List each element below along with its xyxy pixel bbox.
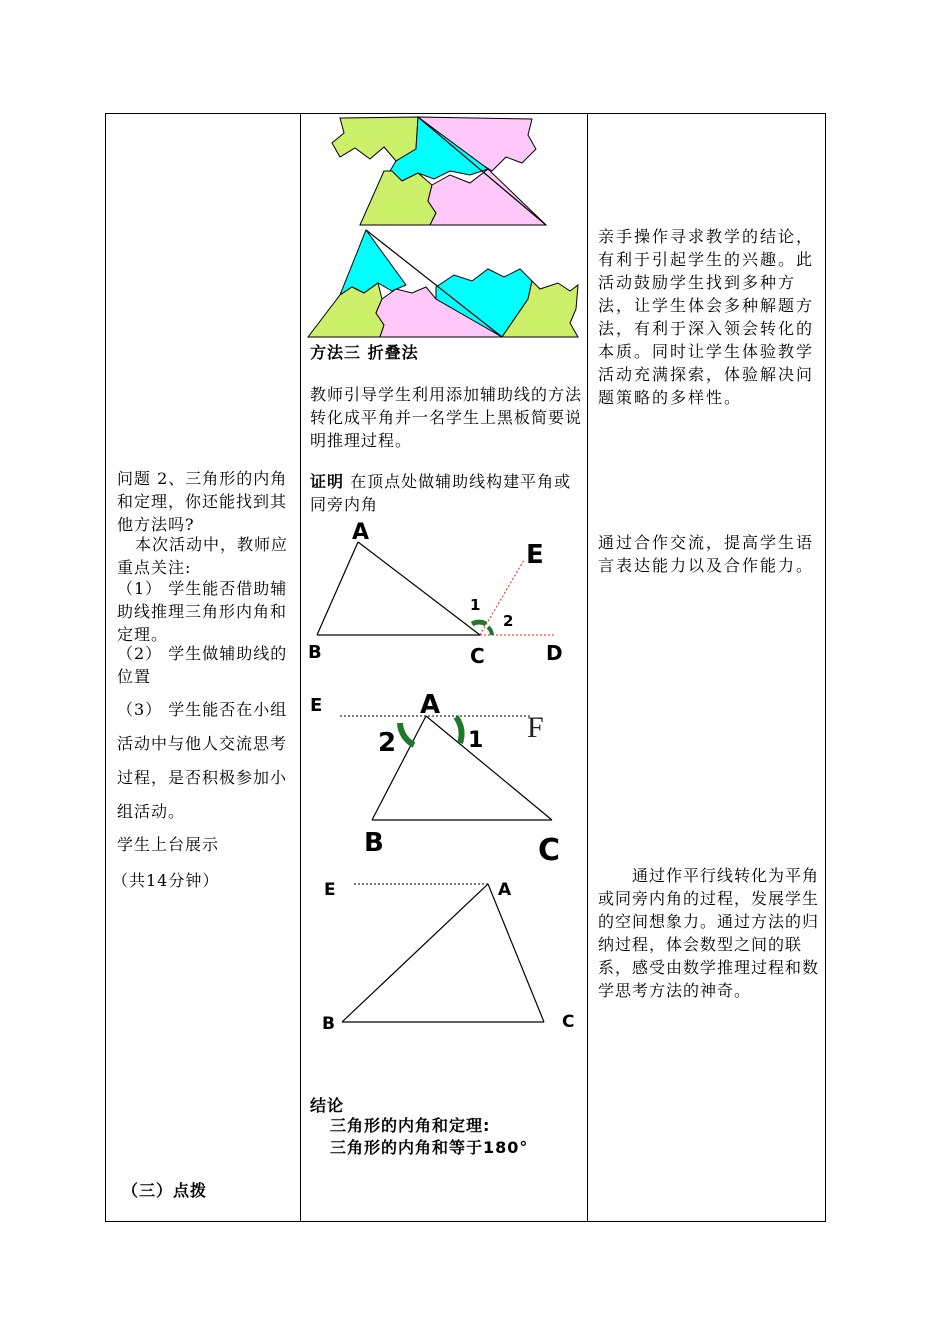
fig3-label-C: C xyxy=(562,1012,575,1032)
teacher-guide-text: 教师引导学生利用添加辅助线的方法转化成平角并一名学生上黑板简要说明推理过程。 xyxy=(310,385,583,450)
figure-3-triangle xyxy=(300,870,587,1040)
fig1-angle-2: 2 xyxy=(503,612,514,630)
fig1-label-B: B xyxy=(308,642,322,663)
fig2-angle-2: 2 xyxy=(378,728,397,758)
fig2-label-A: A xyxy=(420,690,441,720)
note-parallel-lines: 通过作平行线转化为平角或同旁内角的过程，发展学生的空间想象力。通过方法的归纳过程，体会数型之间的联系，感受由数学推理过程和数学思考方法的神奇。 xyxy=(598,866,820,1000)
fig1-label-D: D xyxy=(546,641,563,665)
focus-point-1: （1） 学生能否借助辅助线推理三角形内角和定理。 xyxy=(117,579,288,644)
fig2-label-B: B xyxy=(364,828,384,858)
fig3-label-B: B xyxy=(322,1014,335,1034)
theorem-statement: 三角形的内角和等于180° xyxy=(330,1138,529,1157)
note-hands-on: 亲手操作寻求教学的结论，有利于引起学生的兴趣。此活动鼓励学生找到多种方法，让学生体会多种解题方法，有利于深入领会转化的本质。同时让学生体验教学活动充满探索，体验解决问题策略的多样性。 xyxy=(598,227,815,407)
fig1-angle-1: 1 xyxy=(470,596,481,614)
torn-piece-pink-bottom xyxy=(428,169,546,225)
fig1-label-A: A xyxy=(352,520,370,545)
torn-piece-green-bottom xyxy=(360,171,436,225)
focus-point-3: （3） 学生能否在小组活动中与他人交流思考过程，是否积极参加小组活动。 xyxy=(117,700,288,821)
column-divider-2 xyxy=(587,113,588,1222)
question-text: 问题 2、三角形的内角和定理，你还能找到其他方法吗? xyxy=(117,469,288,534)
fig1-label-C: C xyxy=(470,644,485,668)
fig3-label-E: E xyxy=(324,880,336,900)
tearing-illustration xyxy=(300,113,587,343)
section-title: （三）点拨 xyxy=(122,1181,208,1200)
theorem-title: 三角形的内角和定理: xyxy=(330,1116,491,1135)
fig3-label-A: A xyxy=(498,880,512,900)
note-cooperation: 通过合作交流，提高学生语言表达能力以及合作能力。 xyxy=(598,533,815,575)
fig1-label-E: E xyxy=(526,540,544,570)
proof-description: 在顶点处做辅助线构建平角或同旁内角 xyxy=(310,472,572,514)
figure-1-triangle xyxy=(300,520,587,670)
conclusion-label: 结论 xyxy=(310,1096,345,1115)
assembled-cyan-left xyxy=(340,230,406,295)
proof-text xyxy=(310,470,582,516)
fig2-angle-1: 1 xyxy=(468,728,484,753)
torn-piece-green-left xyxy=(332,117,418,161)
focus-intro: 本次活动中，教师应重点关注: xyxy=(117,535,289,577)
fig2-label-E: E xyxy=(310,695,323,716)
assembled-green-left xyxy=(308,283,384,337)
duration-text: （共14分钟） xyxy=(112,871,220,890)
fig2-label-C: C xyxy=(538,833,561,868)
focus-point-2: （2） 学生做辅助线的位置 xyxy=(117,644,288,686)
proof-label: 证明 xyxy=(310,472,345,491)
show-text: 学生上台展示 xyxy=(117,835,220,854)
fig2-label-F: F xyxy=(527,711,544,744)
figure-2-triangle xyxy=(300,685,587,870)
method3-title: 方法三 折叠法 xyxy=(310,343,419,362)
